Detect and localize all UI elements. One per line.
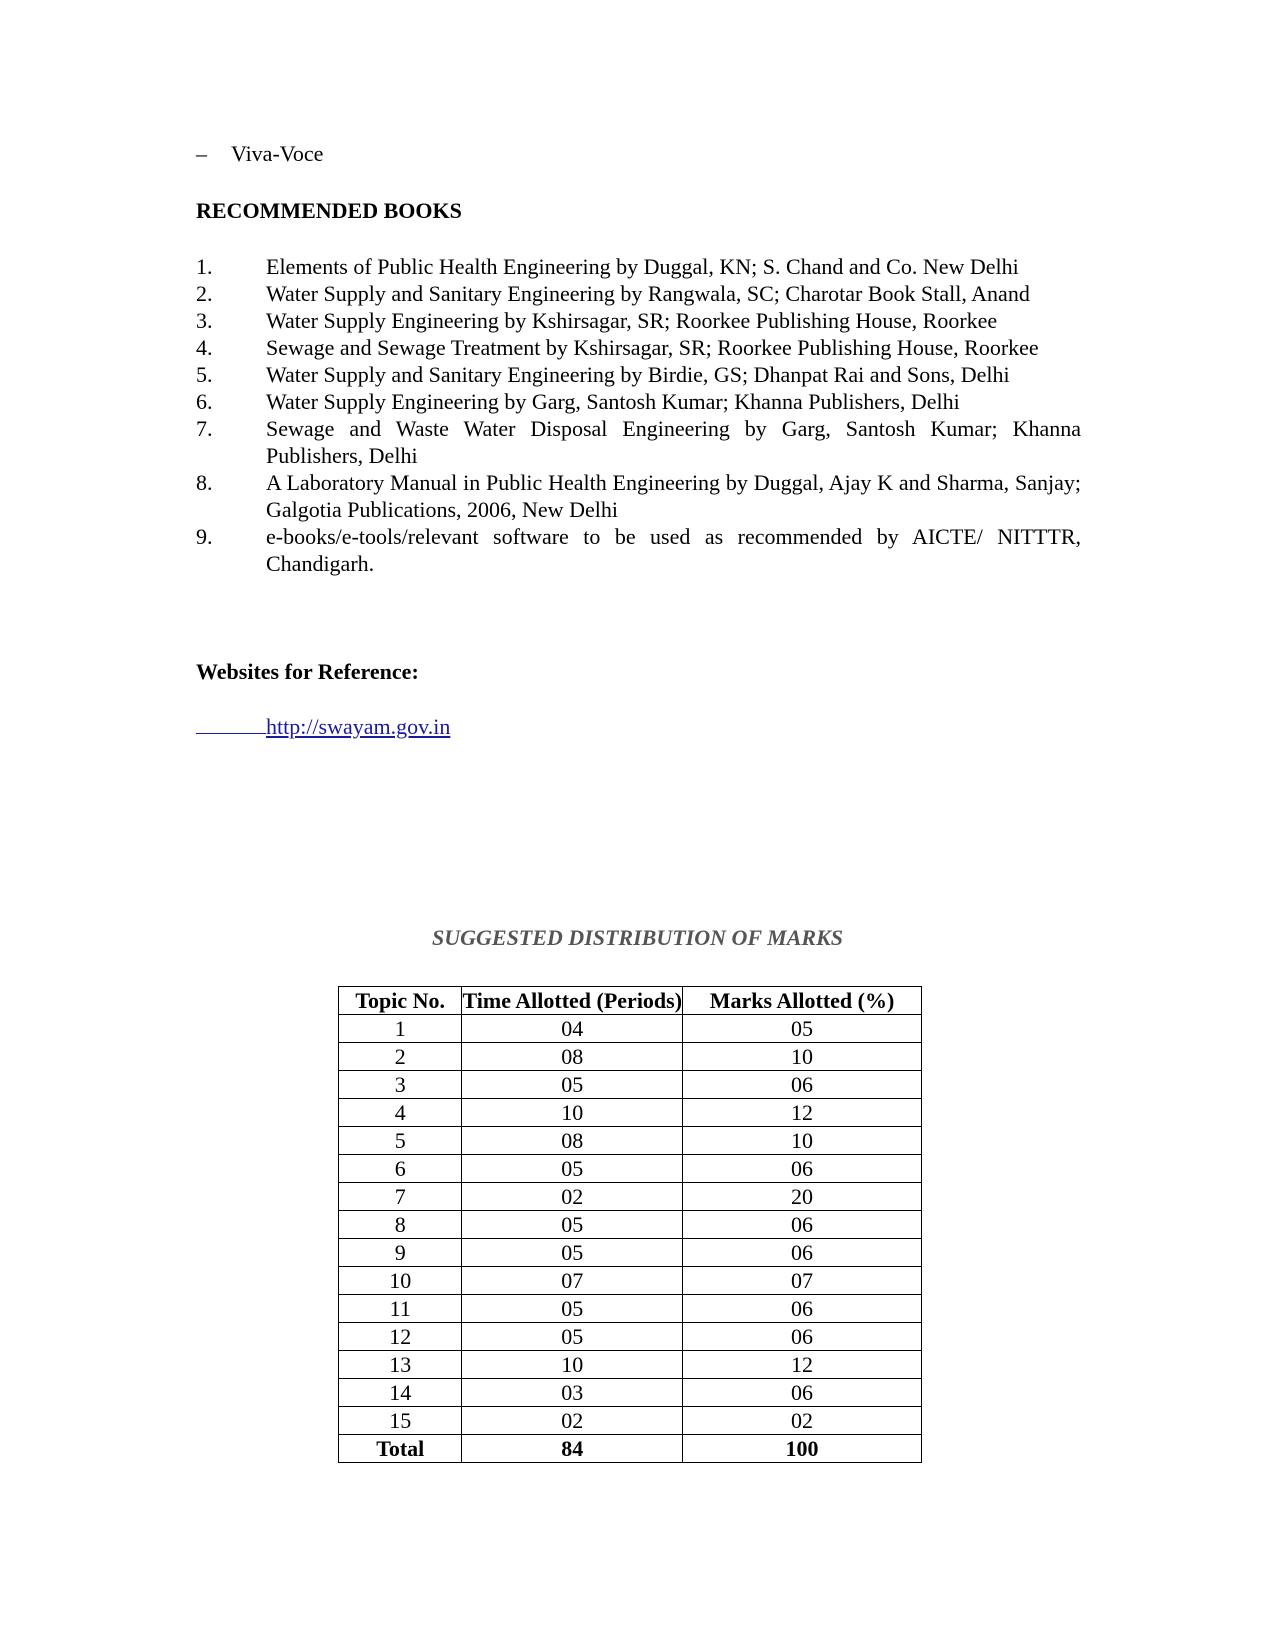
table-row: [339, 1295, 922, 1323]
table-row: [339, 1351, 922, 1379]
table-row: [339, 1267, 922, 1295]
book-number: 8.: [196, 470, 213, 495]
time-cell: 04: [462, 1015, 683, 1043]
book-item: [196, 469, 1081, 523]
marks-cell: 06: [683, 1071, 922, 1099]
book-text: Water Supply Engineering by Garg, Santosh Kumar; Khanna Publishers, Delhi: [266, 389, 960, 414]
topic-cell: 2: [339, 1043, 462, 1071]
time-cell: 05: [462, 1323, 683, 1351]
book-text: Water Supply Engineering by Kshirsagar, SR; Roorkee Publishing House, Roorkee: [266, 308, 998, 333]
marks-cell: 07: [683, 1267, 922, 1295]
time-cell: 05: [462, 1155, 683, 1183]
book-item: [196, 280, 1081, 307]
websites-heading: Websites for Reference:: [196, 659, 419, 684]
marks-cell: 06: [683, 1211, 922, 1239]
topic-cell: 4: [339, 1099, 462, 1127]
book-number: 6.: [196, 389, 213, 414]
book-item: [196, 388, 1081, 415]
book-text: Elements of Public Health Engineering by Duggal, KN; S. Chand and Co. New Delhi: [266, 254, 1019, 279]
marks-cell: 05: [683, 1015, 922, 1043]
dash-bullet: –: [196, 141, 207, 166]
topic-cell: 1: [339, 1015, 462, 1043]
total-row: [339, 1435, 922, 1463]
topic-cell: 13: [339, 1351, 462, 1379]
viva-voce-text: Viva-Voce: [231, 141, 324, 166]
topic-cell: 5: [339, 1127, 462, 1155]
topic-cell: 9: [339, 1239, 462, 1267]
table-row: [339, 1407, 922, 1435]
book-item: [196, 307, 1081, 334]
topic-cell: 7: [339, 1183, 462, 1211]
marks-cell: 06: [683, 1295, 922, 1323]
time-cell: 05: [462, 1071, 683, 1099]
time-cell: 08: [462, 1043, 683, 1071]
table-header-row: [339, 987, 922, 1015]
viva-voce-line: [196, 140, 323, 168]
table-row: [339, 1099, 922, 1127]
table-row: [339, 1239, 922, 1267]
marks-cell: 02: [683, 1407, 922, 1435]
book-text: Sewage and Waste Water Disposal Engineering by Garg, Santosh Kumar; Khanna Publishers, Delhi: [266, 416, 1081, 468]
table-row: [339, 1043, 922, 1071]
time-cell: 10: [462, 1351, 683, 1379]
table-row: [339, 1323, 922, 1351]
book-item: [196, 334, 1081, 361]
topic-cell: 3: [339, 1071, 462, 1099]
book-number: 3.: [196, 308, 213, 333]
marks-table-title: SUGGESTED DISTRIBUTION OF MARKS: [432, 925, 843, 950]
header-topic-no: Topic No.: [339, 987, 462, 1015]
time-cell: 02: [462, 1407, 683, 1435]
book-item: [196, 361, 1081, 388]
topic-cell: 8: [339, 1211, 462, 1239]
book-number: 2.: [196, 281, 213, 306]
table-row: [339, 1127, 922, 1155]
total-time: 84: [462, 1435, 683, 1463]
header-time-allotted: Time Allotted (Periods): [462, 988, 683, 1013]
time-cell: 05: [462, 1295, 683, 1323]
time-cell: 03: [462, 1379, 683, 1407]
book-number: 1.: [196, 254, 213, 279]
time-cell: 10: [462, 1099, 683, 1127]
time-cell: 05: [462, 1239, 683, 1267]
topic-cell: 14: [339, 1379, 462, 1407]
recommended-books-heading: RECOMMENDED BOOKS: [196, 198, 462, 223]
marks-cell: 20: [683, 1183, 922, 1211]
marks-cell: 12: [683, 1099, 922, 1127]
book-number: 5.: [196, 362, 213, 387]
marks-cell: 12: [683, 1351, 922, 1379]
total-label: Total: [339, 1435, 462, 1463]
marks-cell: 10: [683, 1127, 922, 1155]
topic-cell: 11: [339, 1295, 462, 1323]
topic-cell: 15: [339, 1407, 462, 1435]
time-cell: 02: [462, 1183, 683, 1211]
book-item: [196, 523, 1081, 577]
marks-distribution-table: [338, 986, 922, 1463]
topic-cell: 6: [339, 1155, 462, 1183]
website-row: [196, 713, 450, 741]
table-row: [339, 1379, 922, 1407]
link-leader-line: [196, 713, 266, 734]
topic-cell: 12: [339, 1323, 462, 1351]
table-row: [339, 1155, 922, 1183]
table-row: [339, 1211, 922, 1239]
book-item: [196, 415, 1081, 469]
book-text: A Laboratory Manual in Public Health Engineering by Duggal, Ajay K and Sharma, Sanjay; Galgotia Publications, 2006, New Delhi: [266, 470, 1081, 522]
marks-cell: 10: [683, 1043, 922, 1071]
table-row: [339, 1183, 922, 1211]
book-text: Water Supply and Sanitary Engineering by Birdie, GS; Dhanpat Rai and Sons, Delhi: [266, 362, 1010, 387]
table-row: [339, 1071, 922, 1099]
time-cell: 07: [462, 1267, 683, 1295]
book-text: e-books/e-tools/relevant software to be used as recommended by AICTE/ NITTTR, Chandigarh.: [266, 524, 1081, 576]
book-number: 4.: [196, 335, 213, 360]
total-marks: 100: [683, 1435, 922, 1463]
book-text: Water Supply and Sanitary Engineering by Rangwala, SC; Charotar Book Stall, Anand: [266, 281, 1030, 306]
book-item: [196, 253, 1081, 280]
time-cell: 05: [462, 1211, 683, 1239]
topic-cell: 10: [339, 1267, 462, 1295]
header-marks-allotted: Marks Allotted (%): [683, 987, 922, 1015]
marks-cell: 06: [683, 1379, 922, 1407]
marks-cell: 06: [683, 1155, 922, 1183]
time-cell: 08: [462, 1127, 683, 1155]
book-text: Sewage and Sewage Treatment by Kshirsagar, SR; Roorkee Publishing House, Roorkee: [266, 335, 1039, 360]
swayam-link[interactable]: http://swayam.gov.in: [266, 714, 451, 739]
marks-cell: 06: [683, 1239, 922, 1267]
book-number: 7.: [196, 416, 213, 441]
book-number: 9.: [196, 524, 213, 549]
table-row: [339, 1015, 922, 1043]
marks-cell: 06: [683, 1323, 922, 1351]
recommended-books-list: [196, 253, 1081, 577]
